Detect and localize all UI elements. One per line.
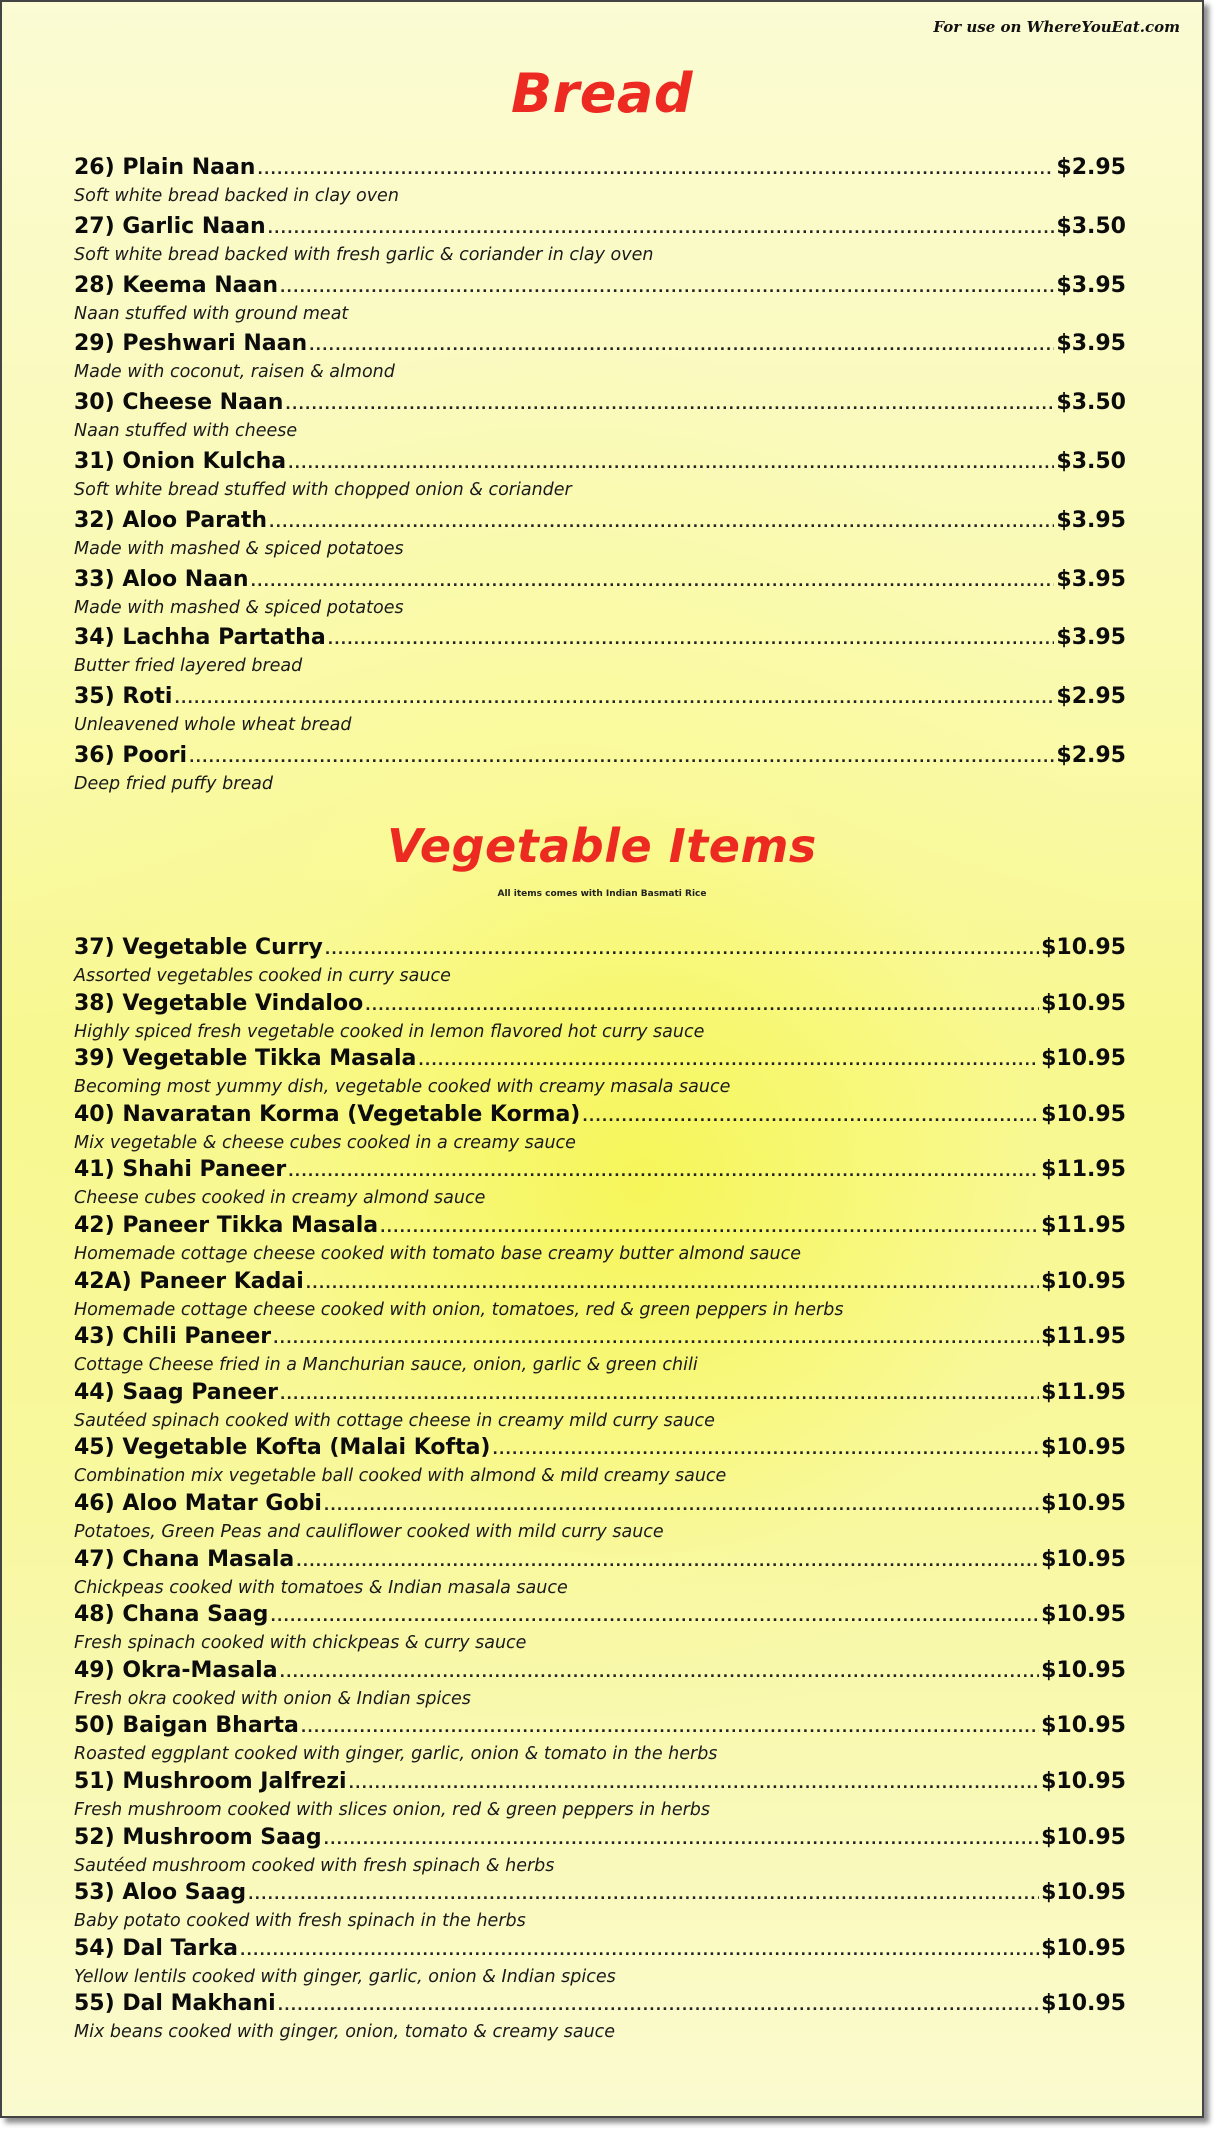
menu-item-price: $3.95 bbox=[1056, 566, 1126, 592]
menu-item bbox=[74, 1825, 1126, 1881]
menu-item-line bbox=[74, 684, 1126, 716]
menu-item-price: $3.95 bbox=[1056, 625, 1126, 651]
menu-item-name: 47) Chana Masala bbox=[74, 1546, 295, 1572]
menu-item bbox=[74, 1435, 1126, 1491]
dot-leader bbox=[288, 1164, 1039, 1180]
dot-leader bbox=[270, 1609, 1039, 1625]
menu-item bbox=[74, 1491, 1126, 1547]
menu-item-line bbox=[74, 1380, 1126, 1412]
menu-item-price: $10.95 bbox=[1041, 1435, 1126, 1461]
dot-leader bbox=[251, 574, 1055, 590]
menu-item-price: $10.95 bbox=[1041, 1268, 1126, 1294]
menu-item bbox=[74, 1213, 1126, 1269]
bread-list bbox=[74, 155, 1126, 802]
menu-item-price: $10.95 bbox=[1041, 990, 1126, 1016]
menu-item bbox=[74, 684, 1126, 743]
menu-item-description: Butter fried layered bread bbox=[74, 656, 303, 677]
menu-item-description: Fresh spinach cooked with chickpeas & curry sauce bbox=[74, 1633, 527, 1654]
menu-item bbox=[74, 1324, 1126, 1380]
menu-item bbox=[74, 1991, 1126, 2047]
menu-item-description: Unleavened whole wheat bread bbox=[74, 715, 352, 736]
menu-item-line bbox=[74, 1102, 1126, 1134]
menu-item-price: $10.95 bbox=[1041, 1657, 1126, 1683]
dot-leader bbox=[189, 750, 1054, 766]
menu-item-name: 48) Chana Saag bbox=[74, 1602, 269, 1628]
menu-item-name: 32) Aloo Parath bbox=[74, 507, 268, 533]
menu-item-line bbox=[74, 625, 1126, 657]
dot-leader bbox=[285, 397, 1054, 413]
menu-item bbox=[74, 1547, 1126, 1603]
menu-item-description: Deep fried puffy bread bbox=[74, 773, 273, 794]
menu-item-line bbox=[74, 1936, 1126, 1968]
menu-item-name: 27) Garlic Naan bbox=[74, 213, 266, 239]
menu-item-name: 34) Lachha Partatha bbox=[74, 625, 326, 651]
menu-item-name: 35) Roti bbox=[74, 684, 173, 710]
menu-item-price: $3.50 bbox=[1056, 448, 1126, 474]
dot-leader bbox=[278, 1998, 1039, 2014]
menu-item-name: 26) Plain Naan bbox=[74, 155, 256, 180]
menu-item-description: Sautéed spinach cooked with cottage cheese in creamy mild curry sauce bbox=[74, 1410, 715, 1431]
dot-leader bbox=[380, 1220, 1039, 1236]
menu-item-name: 50) Baigan Bharta bbox=[74, 1713, 299, 1739]
menu-item-price: $10.95 bbox=[1041, 1602, 1126, 1628]
menu-item-price: $10.95 bbox=[1041, 1101, 1126, 1127]
menu-item-price: $10.95 bbox=[1041, 1880, 1126, 1906]
dot-leader bbox=[493, 1442, 1040, 1458]
menu-item-price: $10.95 bbox=[1041, 1546, 1126, 1572]
menu-item-description: Fresh mushroom cooked with slices onion, red & green peppers in herbs bbox=[74, 1799, 711, 1820]
vegetable-list bbox=[74, 935, 1126, 2047]
menu-item bbox=[74, 508, 1126, 567]
menu-item-price: $2.95 bbox=[1056, 155, 1126, 180]
menu-item-description: Naan stuffed with ground meat bbox=[74, 303, 349, 324]
menu-item-description: Assorted vegetables cooked in curry sauce bbox=[74, 966, 451, 986]
menu-item bbox=[74, 1713, 1126, 1769]
dot-leader bbox=[349, 1776, 1040, 1792]
menu-item-line bbox=[74, 935, 1126, 967]
section-title-vegetable: Vegetable Items bbox=[387, 819, 817, 873]
menu-item-line bbox=[74, 743, 1126, 775]
menu-item-line bbox=[74, 1157, 1126, 1189]
menu-item-name: 43) Chili Paneer bbox=[74, 1324, 272, 1350]
menu-item-price: $3.95 bbox=[1056, 331, 1126, 357]
menu-item-price: $2.95 bbox=[1056, 742, 1126, 768]
menu-item-line bbox=[74, 1435, 1126, 1467]
menu-item-description: Homemade cottage cheese cooked with onion, tomatoes, red & green peppers in herbs bbox=[74, 1299, 844, 1320]
menu-item-name: 28) Keema Naan bbox=[74, 272, 279, 298]
menu-item-line bbox=[74, 1213, 1126, 1245]
dot-leader bbox=[365, 998, 1039, 1014]
menu-item-price: $11.95 bbox=[1041, 1212, 1126, 1238]
menu-item-description: Soft white bread stuffed with chopped onion & coriander bbox=[74, 479, 572, 500]
menu-item-line bbox=[74, 1991, 1126, 2023]
menu-item-line bbox=[74, 991, 1126, 1023]
dot-leader bbox=[288, 456, 1054, 472]
menu-item bbox=[74, 625, 1126, 684]
menu-item-price: $3.50 bbox=[1056, 213, 1126, 239]
menu-item-description: Made with mashed & spiced potatoes bbox=[74, 597, 404, 618]
watermark: For use on WhereYouEat.com bbox=[933, 18, 1180, 36]
menu-item-name: 40) Navaratan Korma (Vegetable Korma) bbox=[74, 1101, 581, 1127]
dot-leader bbox=[248, 1887, 1039, 1903]
menu-item bbox=[74, 935, 1126, 991]
menu-item-line bbox=[74, 1713, 1126, 1745]
menu-item bbox=[74, 273, 1126, 332]
menu-item bbox=[74, 1102, 1126, 1158]
menu-item-line bbox=[74, 1880, 1126, 1912]
dot-leader bbox=[269, 515, 1054, 531]
menu-item-price: $11.95 bbox=[1041, 1379, 1126, 1405]
menu-item-name: 36) Poori bbox=[74, 742, 188, 768]
menu-item-name: 30) Cheese Naan bbox=[74, 390, 284, 416]
dot-leader bbox=[324, 1832, 1040, 1848]
dot-leader bbox=[325, 942, 1039, 958]
menu-item bbox=[74, 1380, 1126, 1436]
menu-item-description: Made with coconut, raisen & almond bbox=[74, 362, 395, 383]
menu-item-line bbox=[74, 331, 1126, 363]
menu-item-line bbox=[74, 1491, 1126, 1523]
menu-item-line bbox=[74, 214, 1126, 246]
dot-leader bbox=[328, 632, 1055, 648]
menu-item-line bbox=[74, 567, 1126, 599]
menu-item-name: 51) Mushroom Jalfrezi bbox=[74, 1768, 347, 1794]
menu-item-price: $3.95 bbox=[1056, 507, 1126, 533]
menu-item-price: $2.95 bbox=[1056, 684, 1126, 710]
menu-item bbox=[74, 1658, 1126, 1714]
menu-item-name: 42A) Paneer Kadai bbox=[74, 1268, 304, 1294]
menu-item bbox=[74, 991, 1126, 1047]
menu-item-description: Mix vegetable & cheese cubes cooked in a creamy sauce bbox=[74, 1132, 576, 1153]
menu-item-price: $3.50 bbox=[1056, 390, 1126, 416]
menu-item-price: $11.95 bbox=[1041, 1157, 1126, 1183]
menu-item-price: $10.95 bbox=[1041, 1991, 1126, 2017]
menu-item-line bbox=[74, 1269, 1126, 1301]
menu-item-description: Fresh okra cooked with onion & Indian spices bbox=[74, 1688, 471, 1709]
menu-item-description: Soft white bread backed with fresh garlic & coriander in clay oven bbox=[74, 244, 654, 265]
menu-item-price: $10.95 bbox=[1041, 1824, 1126, 1850]
menu-item-name: 45) Vegetable Kofta (Malai Kofta) bbox=[74, 1435, 491, 1461]
dot-leader bbox=[174, 691, 1054, 707]
dot-leader bbox=[582, 1109, 1039, 1125]
menu-item-price: $10.95 bbox=[1041, 1768, 1126, 1794]
menu-item-description: Cottage Cheese fried in a Manchurian sauce, onion, garlic & green chili bbox=[74, 1355, 698, 1376]
menu-item-description: Becoming most yummy dish, vegetable cooked with creamy masala sauce bbox=[74, 1077, 731, 1098]
menu-item-line bbox=[74, 1324, 1126, 1356]
menu-item-description: Potatoes, Green Peas and cauliflower cooked with mild curry sauce bbox=[74, 1521, 664, 1542]
menu-item-name: 52) Mushroom Saag bbox=[74, 1824, 322, 1850]
menu-item-line bbox=[74, 508, 1126, 540]
menu-item-description: Baby potato cooked with fresh spinach in the herbs bbox=[74, 1911, 526, 1932]
menu-item bbox=[74, 449, 1126, 508]
dot-leader bbox=[273, 1331, 1039, 1347]
dot-leader bbox=[240, 1943, 1039, 1959]
menu-item-name: 55) Dal Makhani bbox=[74, 1991, 276, 2017]
dot-leader bbox=[418, 1053, 1039, 1069]
menu-item-name: 54) Dal Tarka bbox=[74, 1935, 238, 1961]
menu-item-line bbox=[74, 390, 1126, 422]
dot-leader bbox=[296, 1554, 1039, 1570]
menu-item bbox=[74, 1936, 1126, 1992]
menu-item-line bbox=[74, 155, 1126, 187]
menu-item-description: Made with mashed & spiced potatoes bbox=[74, 538, 404, 559]
dot-leader bbox=[268, 221, 1055, 237]
menu-item bbox=[74, 1602, 1126, 1658]
menu-item-description: Mix beans cooked with ginger, onion, tomato & creamy sauce bbox=[74, 2022, 616, 2043]
menu-item-description: Yellow lentils cooked with ginger, garlic, onion & Indian spices bbox=[74, 1966, 616, 1987]
menu-item-name: 39) Vegetable Tikka Masala bbox=[74, 1046, 417, 1072]
menu-item bbox=[74, 1269, 1126, 1325]
section-title-bread: Bread bbox=[510, 62, 693, 125]
menu-item-description: Cheese cubes cooked in creamy almond sauce bbox=[74, 1188, 486, 1209]
menu-item-price: $10.95 bbox=[1041, 1490, 1126, 1516]
menu-item bbox=[74, 214, 1126, 273]
dot-leader bbox=[280, 280, 1054, 296]
dot-leader bbox=[301, 1720, 1039, 1736]
menu-item bbox=[74, 567, 1126, 626]
menu-item bbox=[74, 155, 1126, 214]
dot-leader bbox=[324, 1498, 1039, 1514]
dot-leader bbox=[309, 338, 1054, 354]
section-subtitle-vegetable: All items comes with Indian Basmati Rice bbox=[497, 889, 707, 899]
dot-leader bbox=[306, 1276, 1039, 1292]
menu-item-description: Soft white bread backed in clay oven bbox=[74, 186, 399, 206]
menu-item-name: 44) Saag Paneer bbox=[74, 1379, 279, 1405]
menu-item bbox=[74, 390, 1126, 449]
menu-item-price: $10.95 bbox=[1041, 1935, 1126, 1961]
menu-item-name: 46) Aloo Matar Gobi bbox=[74, 1490, 322, 1516]
menu-item-line bbox=[74, 1046, 1126, 1078]
menu-item bbox=[74, 1769, 1126, 1825]
menu-item-line bbox=[74, 449, 1126, 481]
menu-item-name: 33) Aloo Naan bbox=[74, 566, 249, 592]
menu-item bbox=[74, 1880, 1126, 1936]
menu-item-price: $3.95 bbox=[1056, 272, 1126, 298]
menu-item bbox=[74, 1157, 1126, 1213]
dot-leader bbox=[280, 1665, 1040, 1681]
menu-item-price: $11.95 bbox=[1041, 1324, 1126, 1350]
menu-item-description: Roasted eggplant cooked with ginger, garlic, onion & tomato in the herbs bbox=[74, 1744, 718, 1765]
menu-item-name: 42) Paneer Tikka Masala bbox=[74, 1212, 379, 1238]
menu-item-name: 41) Shahi Paneer bbox=[74, 1157, 287, 1183]
dot-leader bbox=[257, 162, 1054, 178]
menu-item bbox=[74, 743, 1126, 802]
menu-item-line bbox=[74, 1825, 1126, 1857]
menu-item-name: 31) Onion Kulcha bbox=[74, 448, 287, 474]
menu-item-line bbox=[74, 273, 1126, 305]
menu-item bbox=[74, 1046, 1126, 1102]
menu-item-description: Homemade cottage cheese cooked with tomato base creamy butter almond sauce bbox=[74, 1243, 801, 1264]
menu-item-name: 29) Peshwari Naan bbox=[74, 331, 308, 357]
menu-item bbox=[74, 331, 1126, 390]
menu-item-price: $10.95 bbox=[1041, 935, 1126, 960]
menu-item-name: 53) Aloo Saag bbox=[74, 1880, 247, 1906]
menu-item-line bbox=[74, 1769, 1126, 1801]
menu-item-price: $10.95 bbox=[1041, 1046, 1126, 1072]
menu-item-line bbox=[74, 1602, 1126, 1634]
menu-item-description: Chickpeas cooked with tomatoes & Indian masala sauce bbox=[74, 1577, 568, 1598]
menu-item-description: Combination mix vegetable ball cooked with almond & mild creamy sauce bbox=[74, 1466, 727, 1487]
menu-item-description: Naan stuffed with cheese bbox=[74, 421, 298, 442]
menu-item-line bbox=[74, 1658, 1126, 1690]
menu-item-description: Highly spiced fresh vegetable cooked in lemon flavored hot curry sauce bbox=[74, 1021, 705, 1042]
menu-item-name: 37) Vegetable Curry bbox=[74, 935, 323, 960]
menu-item-line bbox=[74, 1547, 1126, 1579]
dot-leader bbox=[280, 1387, 1039, 1403]
menu-item-name: 38) Vegetable Vindaloo bbox=[74, 990, 364, 1016]
menu-item-price: $10.95 bbox=[1041, 1713, 1126, 1739]
menu-item-name: 49) Okra-Masala bbox=[74, 1657, 278, 1683]
menu-item-description: Sautéed mushroom cooked with fresh spinach & herbs bbox=[74, 1855, 555, 1876]
